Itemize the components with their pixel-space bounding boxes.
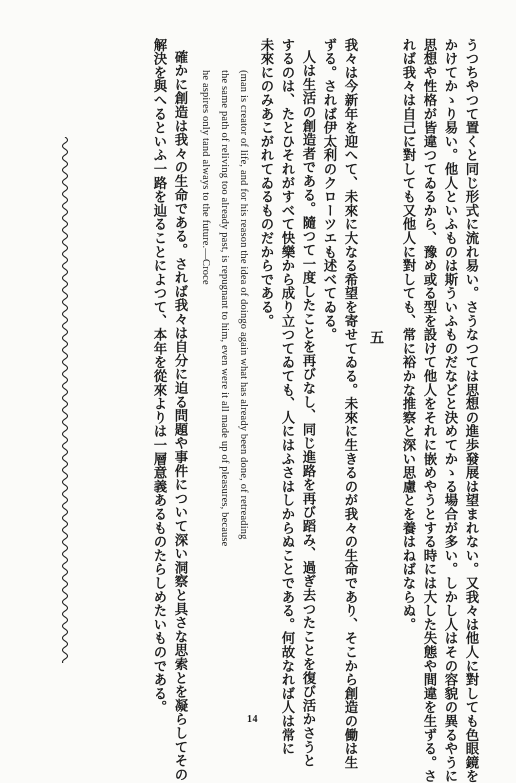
text-column-13: 確かに創造は我々の生命である。されば我々は自分に迫る問題や事件について深い洞察と具さな思索とを凝らしてその [172, 50, 188, 782]
english-quote-line-1: (man is creator of life, and for his reason the idea of doingo again what has already been done, of retreading [238, 70, 249, 540]
english-quote-line-2: the same path of reliving too already past, is repugnant to him, even were it all made up of pleasures, because [219, 70, 230, 547]
text-column-4: れば我々は自己に對しても又他人に對しても、常に裕かな推察と深い思慮とを養はねばならぬ。 [400, 38, 416, 632]
text-column-3: 思想や性格が皆違つてゐるから、豫め或る型を設けて他人をそれに嵌めやうとする時には大した失態や間違を生ずる。さ [421, 38, 437, 783]
quote-column-1: 人は生活の創造者である。隨つて一度したことを再びなし、同じ進路を再び蹈み、過ぎ去つたことを復び活かさうと [300, 50, 316, 768]
text-column-5: 我々は今新年を迎へて、未來に大なる希望を寄せてゐる。未來に生きるのが我々の生命であり、そこから創造の働は生 [342, 38, 358, 770]
english-quote-line-3: he aspires only tand always to the future.—Croce [200, 70, 211, 285]
section-heading: 五 [368, 330, 384, 344]
wavy-divider [58, 137, 72, 663]
text-column-14: 解決を與へるといふ一路を辿ることによつて、本年を從來よりは一層意義あるものたらしめたいものである。 [151, 38, 167, 715]
page-number: 14 [247, 714, 258, 725]
quote-column-2: するのは、たとひそれがすべて快樂から成り立つてゐても、人にはふさはしからぬことである。何故なれば人は常に [279, 38, 295, 756]
quote-column-3: 未來にのみあこがれてゐるものだからである。 [258, 38, 274, 328]
text-column-1: うつちやつて置くと同じ形式に流れ易い。さうなつては思想の進歩發展は望まれない。又我々は他人に對しても色眼鏡を [463, 38, 479, 783]
text-column-2: かけてかゝり易い。他人といふものは斯ういふものだなどと決めてかゝる場合が多い。しかし人はその容貌の異るやうに [442, 38, 458, 783]
text-column-6: ずる。されば伊太利のクローツエも述べてゐる。 [321, 38, 337, 342]
